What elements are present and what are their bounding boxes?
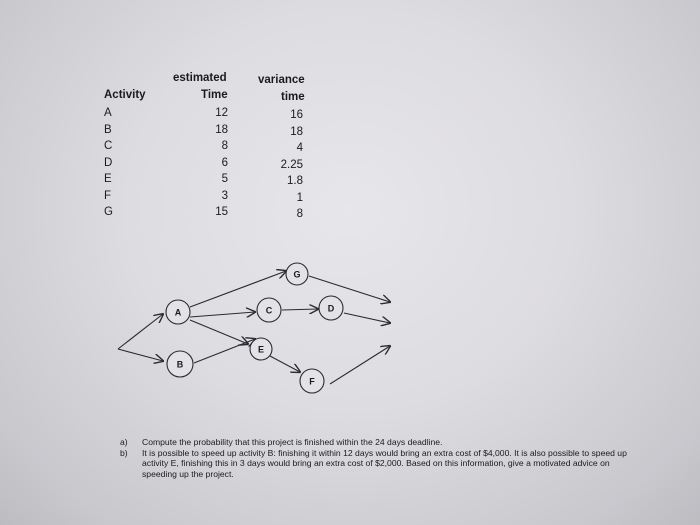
header-variance-time: time [281, 91, 305, 103]
arrow-start-b [118, 349, 163, 361]
arrow-d-end [344, 313, 390, 323]
variance-cell: 2.25 [280, 158, 303, 171]
variance-cell: 8 [296, 208, 303, 220]
node-label: F [309, 376, 315, 387]
question-text: It is possible to speed up activity B: finishing it within 12 days would bring an extra cost of $4,000. It is also possible to speed up activity E, finishing this in 3 days would bring an extra cost of $2,000. Based on this information, give a motivated advice on speeding up the project. [142, 447, 627, 479]
header-variance: variance [258, 74, 305, 86]
header-activity: Activity [104, 89, 146, 101]
estimated-time-cell: 12 [215, 107, 228, 119]
variance-cell: 1 [296, 191, 303, 204]
arrow-f-end [330, 346, 390, 384]
estimated-time-cell: 15 [215, 206, 228, 218]
activity-cell: B [104, 123, 112, 136]
question-a [120, 437, 640, 448]
arrow-c-d [282, 309, 318, 310]
question-label: b) [120, 447, 128, 458]
header-estimated: estimated [173, 72, 227, 84]
question-list [120, 437, 640, 479]
node-label: G [293, 269, 301, 280]
activity-cell: G [104, 206, 113, 218]
variance-cell: 1.8 [287, 175, 303, 187]
arrow-a-c [190, 312, 255, 317]
arrow-g-end [309, 276, 390, 302]
variance-cell: 18 [290, 125, 303, 138]
estimated-time-cell: 6 [221, 156, 228, 169]
arrow-e-f [270, 356, 300, 372]
activity-cell: E [104, 173, 112, 185]
estimated-time-cell: 8 [221, 140, 228, 152]
arrow-a-e [190, 320, 248, 344]
activity-cell: F [104, 189, 112, 202]
variance-cell: 4 [296, 142, 303, 154]
question-label: a) [120, 437, 128, 447]
estimated-time-cell: 5 [221, 173, 228, 185]
activity-cell: D [104, 156, 113, 169]
question-text: Compute the probability that this project is finished within the 24 days deadline. [142, 437, 443, 447]
header-time: Time [201, 89, 228, 101]
estimated-time-cell: 3 [221, 189, 228, 202]
question-b [120, 448, 640, 480]
arrow-start-a [118, 314, 163, 349]
activity-cell: C [104, 140, 113, 152]
node-label: B [176, 359, 184, 370]
node-label: A [174, 307, 182, 318]
variance-cell: 16 [290, 109, 303, 121]
node-label: D [327, 303, 335, 314]
node-label: E [257, 344, 265, 355]
node-label: C [265, 305, 273, 316]
arrow-b-c [194, 339, 255, 363]
estimated-time-cell: 18 [215, 123, 228, 136]
activity-cell: A [104, 107, 112, 119]
